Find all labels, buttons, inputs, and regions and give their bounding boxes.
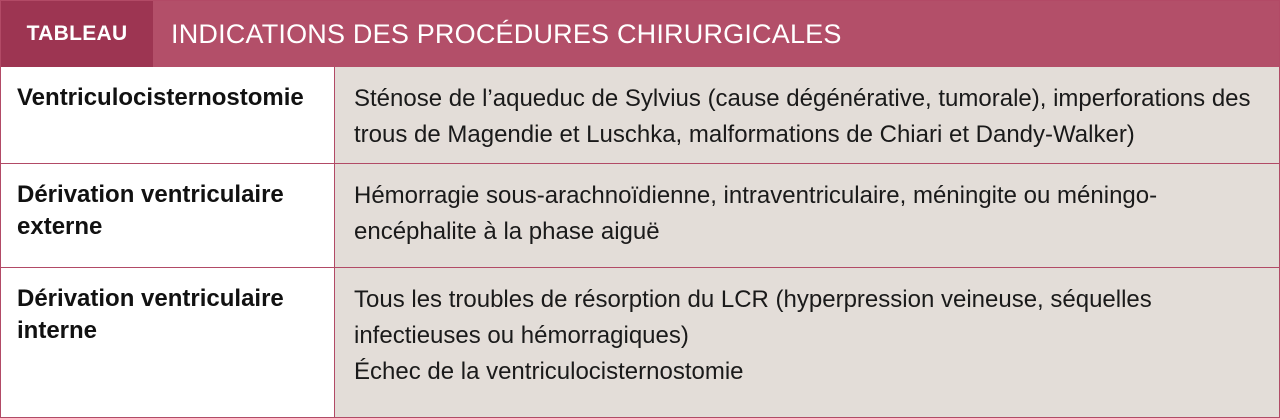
table-row: [1, 67, 1279, 163]
table-row: [1, 163, 1279, 267]
indication-text: Échec de la ventriculocisternostomie: [354, 358, 744, 385]
procedure-name: Dérivation ventriculaire interne: [1, 268, 335, 417]
table-header: [1, 1, 1279, 67]
procedure-indications: [335, 268, 1279, 417]
indication-text: Hémorragie sous-arachnoïdienne, intraventriculaire, méningite ou méningo-encéphalite à la phase aiguë: [354, 182, 1158, 245]
indication-text: Tous les troubles de résorption du LCR (hyperpression veineuse, séquelles infectieuses ou hémorragiques): [354, 286, 1152, 349]
procedure-indications: [335, 164, 1279, 267]
procedure-name: Dérivation ventriculaire externe: [1, 164, 335, 267]
procedure-name: Ventriculocisternostomie: [1, 67, 335, 163]
indication-text: Sténose de l’aqueduc de Sylvius (cause dégénérative, tumorale), imperforations des trous de Magendie et Luschka, malformations de Chiari et Dandy-Walker): [354, 85, 1251, 148]
table-row: [1, 267, 1279, 417]
table-body: [1, 67, 1279, 417]
table-title: INDICATIONS DES PROCÉDURES CHIRURGICALES: [171, 18, 842, 49]
table-tag: TABLEAU: [1, 1, 153, 67]
procedure-indications: [335, 67, 1279, 163]
